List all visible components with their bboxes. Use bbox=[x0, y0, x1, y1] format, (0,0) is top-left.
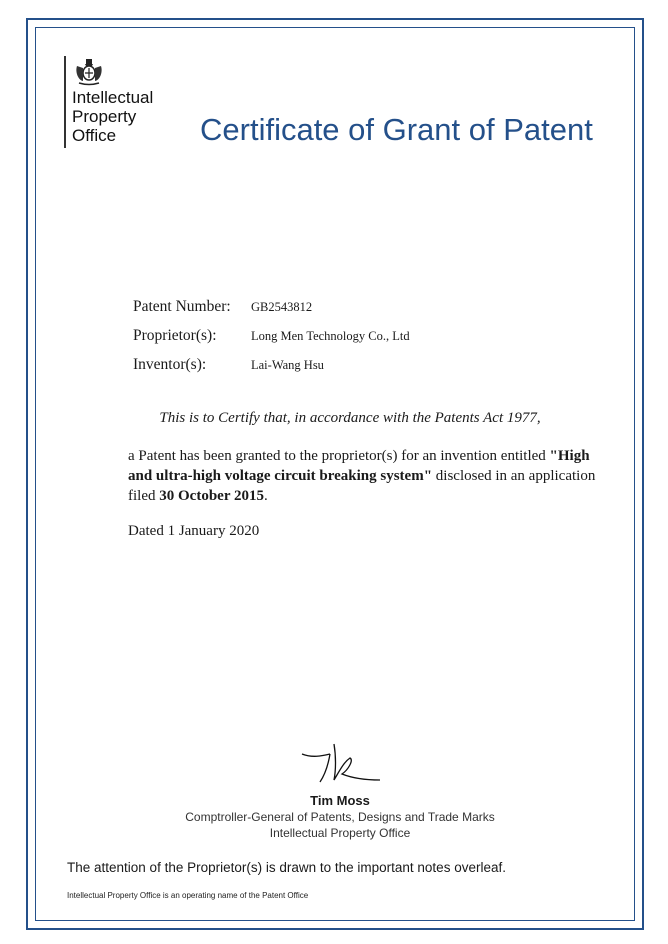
ipo-line-2: Property bbox=[72, 107, 137, 126]
logo-rule bbox=[64, 56, 66, 148]
filing-date: 30 October 2015 bbox=[159, 488, 264, 504]
royal-crest-icon bbox=[74, 56, 104, 86]
signatory-office: Intellectual Property Office bbox=[269, 826, 411, 840]
ipo-wordmark bbox=[72, 88, 192, 145]
grant-statement bbox=[128, 446, 598, 506]
footnote: Intellectual Property Office is an operating name of the Patent Office bbox=[67, 891, 309, 900]
attention-notice: The attention of the Proprietor(s) is drawn to the important notes overleaf. bbox=[67, 860, 506, 875]
dated-line: Dated 1 January 2020 bbox=[128, 523, 260, 539]
certificate-title: Certificate of Grant of Patent bbox=[200, 112, 593, 147]
ipo-line-3: Office bbox=[72, 126, 117, 145]
proprietor-value: Long Men Technology Co., Ltd bbox=[251, 329, 410, 343]
inventor-label: Inventor(s): bbox=[133, 356, 207, 373]
certify-statement: This is to Certify that, in accordance with the Patents Act 1977, bbox=[159, 410, 541, 426]
signatory-name: Tim Moss bbox=[310, 793, 370, 808]
proprietor-label: Proprietor(s): bbox=[133, 327, 217, 344]
grant-intro: a Patent has been granted to the proprietor(s) for an invention entitled bbox=[128, 448, 546, 464]
signatory-title: Comptroller-General of Patents, Designs and Trade Marks bbox=[185, 810, 495, 824]
signature-image bbox=[294, 740, 384, 788]
invention-title: "High and ultra-high voltage circuit breaking system" bbox=[128, 448, 590, 484]
ipo-line-1: Intellectual bbox=[72, 88, 154, 107]
grant-disclosed: disclosed in an application filed bbox=[128, 468, 596, 504]
patent-number-label: Patent Number: bbox=[133, 298, 231, 315]
inventor-value: Lai-Wang Hsu bbox=[251, 358, 324, 372]
patent-number-value: GB2543812 bbox=[251, 300, 313, 314]
grant-end: . bbox=[263, 488, 268, 504]
